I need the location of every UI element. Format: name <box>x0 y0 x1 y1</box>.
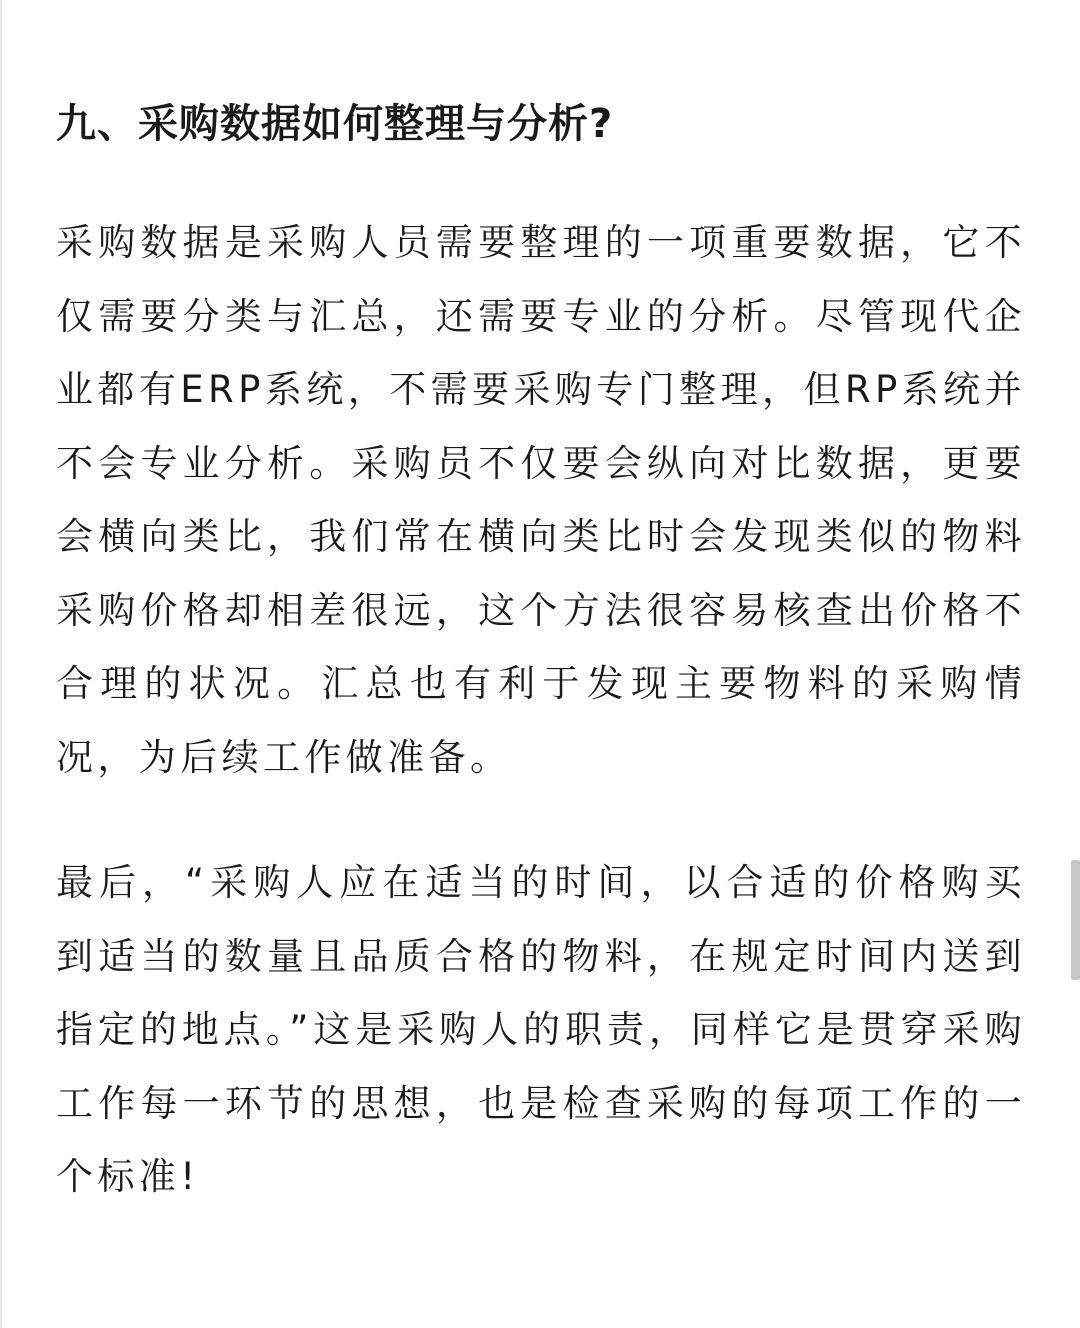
vertical-scrollbar[interactable] <box>1070 0 1080 1328</box>
paragraph-buyer-duty: 最后，“采购人应在适当的时间，以合适的价格购买到适当的数量且品质合格的物料，在规定时间内送到指定的地点。”这是采购人的职责，同样它是贯穿采购工作每一环节的思想，也是检查采购的每项工作的一个标准! <box>56 861 1026 1198</box>
article-body <box>56 92 1026 1214</box>
section-heading: 九、采购数据如何整理与分析? <box>56 101 614 147</box>
page-left-border <box>0 0 2 1328</box>
scrollbar-thumb[interactable] <box>1071 860 1080 980</box>
paragraph-data-analysis: 采购数据是采购人员需要整理的一项重要数据，它不仅需要分类与汇总，还需要专业的分析。尽管现代企业都有ERP系统，不需要采购专门整理，但RP系统并不会专业分析。采购员不仅要会纵向对比数据，更要会横向类比，我们常在横向类比时会发现类似的物料采购价格却相差很远，这个方法很容易核查出价格不合理的状况。汇总也有利于发现主要物料的采购情况，为后续工作做准备。 <box>56 221 1026 779</box>
